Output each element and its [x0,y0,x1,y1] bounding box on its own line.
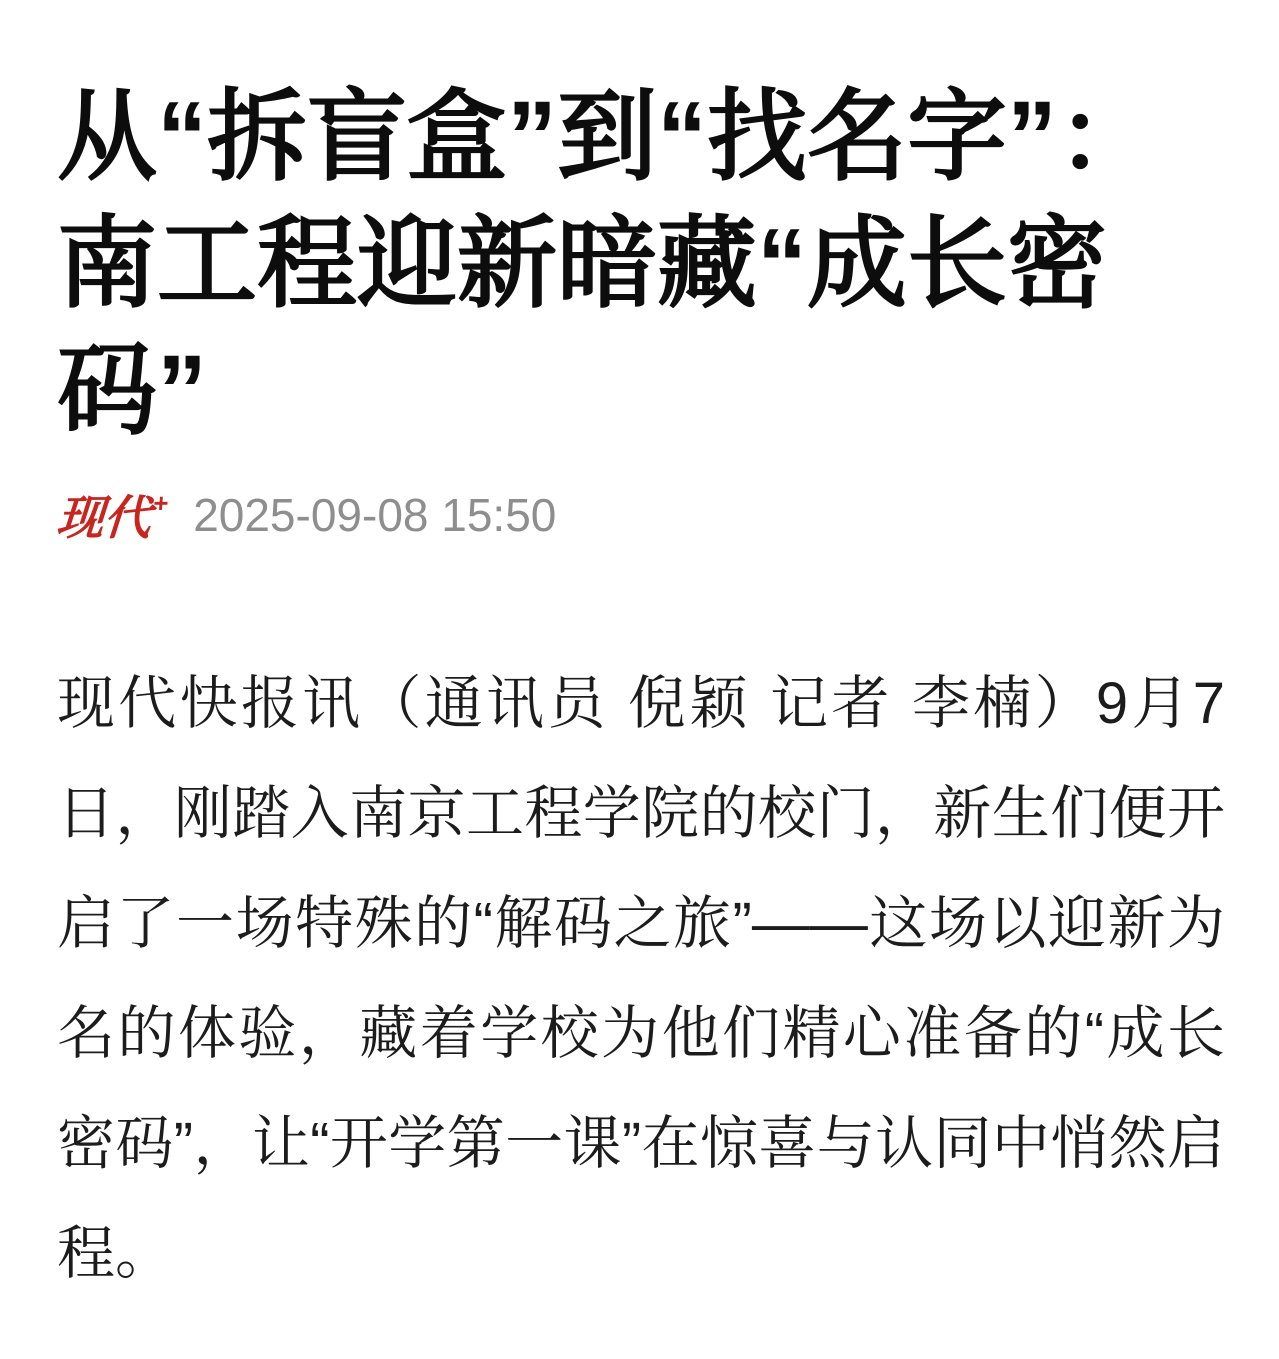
byline [57,487,1225,543]
modern-express-logo-plus: + [151,487,170,518]
article-body-paragraph: 现代快报讯（通讯员 倪颖 记者 李楠）9月7日，刚踏入南京工程学院的校门，新生们便开启了一场特殊的“解码之旅”——这场以迎新为名的体验，藏着学校为他们精心准备的“成长密码”，让“开学第一课”在惊喜与认同中悄然启程。 [57,671,1225,1286]
modern-express-logo [55,487,170,544]
article-page [0,74,1279,1309]
article-title: 从“拆盲盒”到“找名字”：南工程迎新暗藏“成长密码” [57,81,1157,447]
publish-timestamp: 2025-09-08 15:50 [193,489,557,541]
modern-express-logo-text: 现代 [55,490,153,544]
